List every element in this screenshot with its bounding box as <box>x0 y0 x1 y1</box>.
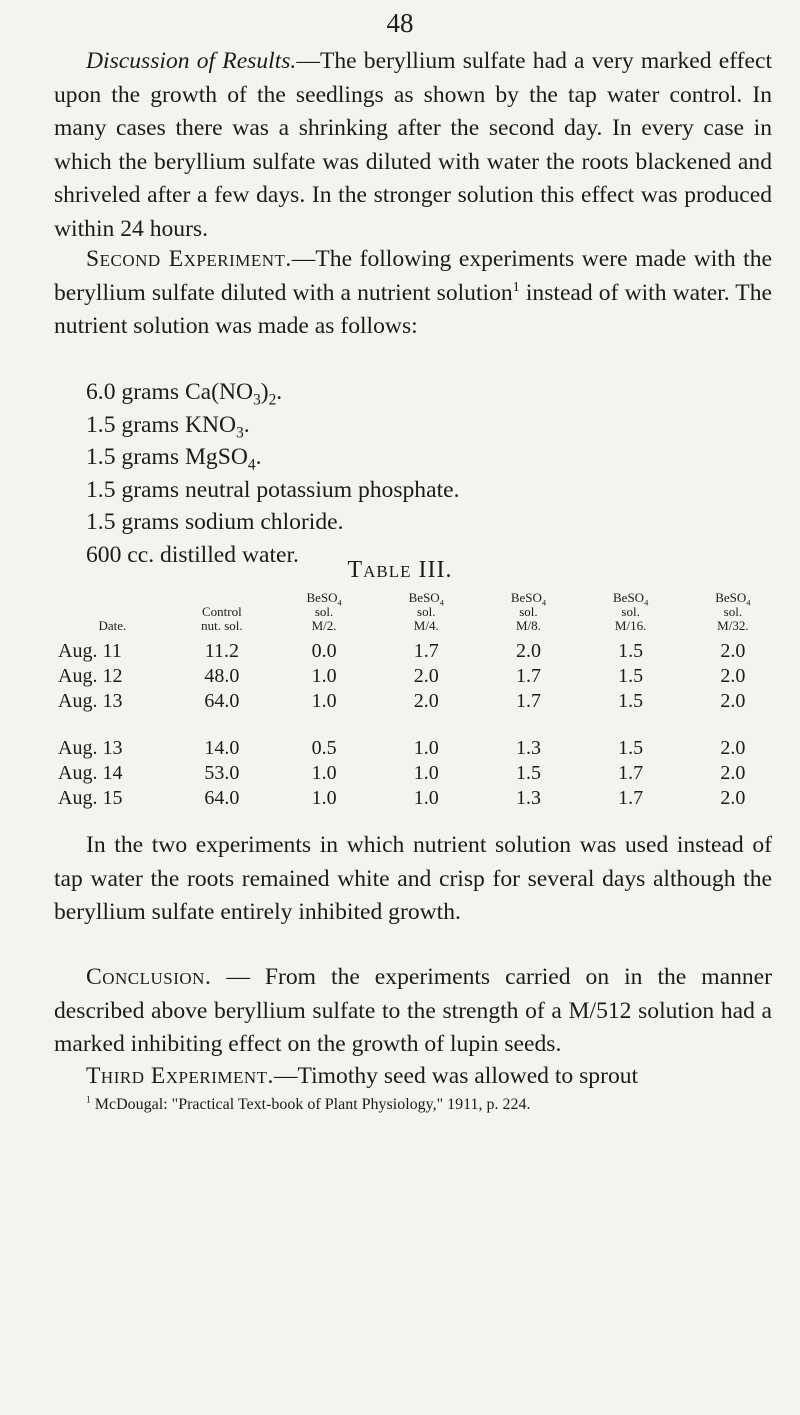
table-row: Aug. 12 48.0 1.0 2.0 1.7 1.5 2.0 <box>58 665 746 687</box>
footnote <box>86 1095 776 1115</box>
header-m2: BeSO$_4$ sol. M/2. <box>306 590 342 633</box>
after-table-paragraph: In the two experiments in which nutrient solution was used instead of tap water the roots remained white and crisp for several days although the beryllium sulfate entirely inhibited growth. <box>54 832 772 925</box>
discussion-heading: Discussion of Results. <box>86 48 297 74</box>
table-row: Aug. 11 11.2 0.0 1.7 2.0 1.5 2.0 <box>58 640 746 662</box>
footnote-marker: 1 <box>86 1094 91 1106</box>
table-header-row <box>54 591 784 639</box>
header-m32: BeSO$_4$ sol. M/32. <box>715 590 751 633</box>
third-experiment-heading: Third Experiment. <box>86 1063 274 1089</box>
second-experiment-body-a: —The following experiments were made with the beryllium sulfate diluted with a nutrient solution <box>54 246 772 306</box>
footnote-text: McDougal: "Practical Text-book of Plant Physiology," 1911, p. 224. <box>90 1096 531 1113</box>
table-spacer <box>54 714 784 736</box>
table-row: Aug. 15 64.0 1.0 1.0 1.3 1.7 2.0 <box>58 787 746 809</box>
table-row: Aug. 13 14.0 0.5 1.0 1.3 1.5 2.0 <box>58 737 746 759</box>
list-item: 6.0 grams $Ca(NO_3)_2$. <box>86 379 283 409</box>
second-experiment-body-b: instead of with water. The nutrient solution was made as follows: <box>54 279 772 339</box>
list-item: 1.5 grams sodium chloride. <box>86 509 344 535</box>
footnote-ref: 1 <box>512 278 520 295</box>
header-control: Control nut. sol. <box>201 604 243 633</box>
second-experiment-heading: Second Experiment. <box>86 246 292 272</box>
discussion-body: —The beryllium sulfate had a very marked effect upon the growth of the seedlings as shown by the tap water control. In many cases there was a shrinking after the second day. In every case in which the beryllium sulfate was diluted with water the roots blackened and shriveled after a few days. In the stronger solution this effect was produced within 24 hours. <box>54 48 773 242</box>
second-experiment-paragraph <box>54 243 772 344</box>
table-row: Aug. 13 64.0 1.0 2.0 1.7 1.5 2.0 <box>58 690 746 712</box>
header-m8: BeSO$_4$ sol. M/8. <box>510 590 547 633</box>
list-item: 600 cc. distilled water. <box>86 541 299 568</box>
table-title: Table III. <box>347 557 453 583</box>
table-row: Aug. 14 53.0 1.0 1.0 1.5 1.7 2.0 <box>58 762 746 784</box>
conclusion-body: — From the experiments carried on in the manner described above beryllium sulfate to the strength of a M/512 solution had a marked inhibiting effect on the growth of lupin seeds. <box>54 964 772 1057</box>
list-item: 1.5 grams $KNO_3$. <box>86 411 250 442</box>
third-experiment-body: —Timothy seed was allowed to sprout <box>273 1063 639 1089</box>
page-number: 48 <box>386 8 414 38</box>
conclusion-paragraph <box>54 961 772 1062</box>
list-item: 1.5 grams MgSO$_4$. <box>86 444 262 474</box>
header-m16: BeSO$_4$ sol. M/16. <box>613 590 649 633</box>
data-table <box>54 591 784 811</box>
discussion-paragraph <box>54 45 772 246</box>
list-item: 1.5 grams neutral potassium phosphate. <box>86 476 460 503</box>
nutrient-solution-list <box>86 376 460 571</box>
header-date: Date. <box>98 618 127 633</box>
third-experiment-paragraph <box>54 1060 772 1094</box>
conclusion-heading: Conclusion. <box>86 964 212 990</box>
header-m4: BeSO$_4$ sol. M/4. <box>408 590 444 633</box>
